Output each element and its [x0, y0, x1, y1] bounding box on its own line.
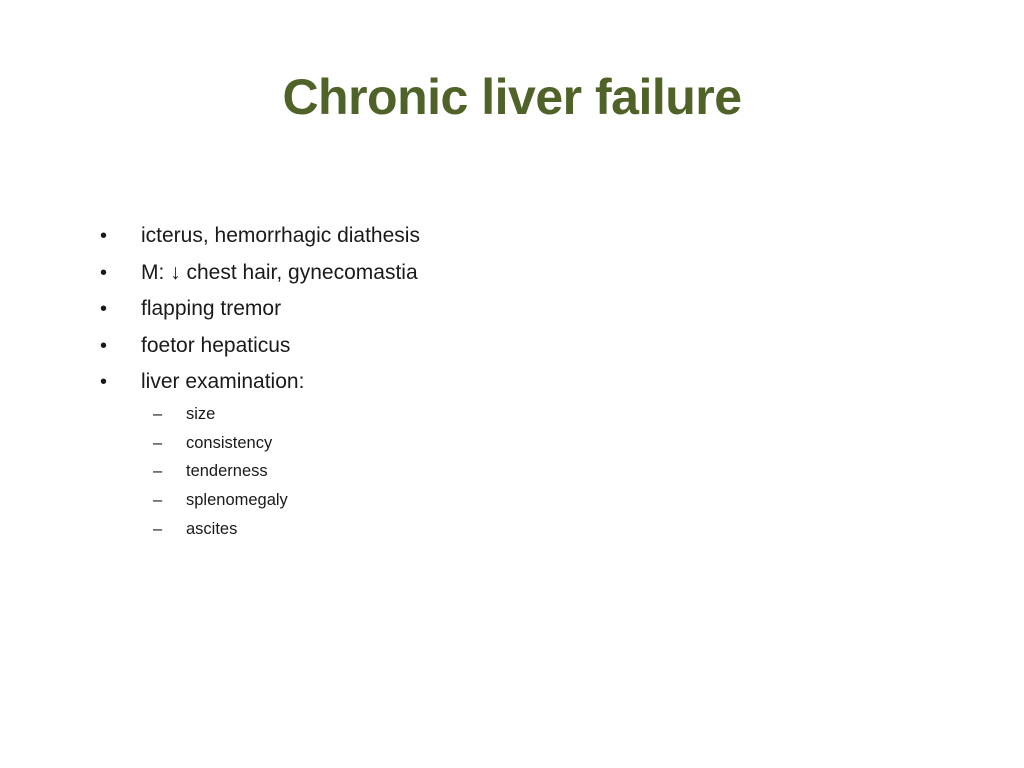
sub-bullet-text: consistency — [186, 433, 273, 452]
sub-bullet-item — [153, 515, 853, 544]
bullet-marker: • — [100, 298, 108, 321]
sub-bullet-item — [153, 429, 853, 458]
bullet-text: icterus, hemorrhagic diathesis — [141, 224, 420, 247]
bullet-marker: • — [100, 334, 108, 357]
sub-bullet-item — [153, 486, 853, 515]
bullet-list — [100, 218, 900, 401]
dash-marker: – — [153, 491, 163, 510]
bullet-text: liver examination: — [141, 370, 305, 394]
bullet-marker: • — [100, 261, 108, 284]
sub-bullet-text: size — [186, 405, 216, 423]
bullet-text: M: ↓ chest hair, gynecomastia — [141, 260, 418, 284]
sub-bullet-text: ascites — [186, 519, 238, 538]
bullet-item — [100, 328, 900, 365]
bullet-item — [100, 255, 900, 292]
dash-marker: – — [153, 405, 163, 423]
slide-title: Chronic liver failure — [282, 69, 742, 125]
sub-bullet-text: splenomegaly — [186, 491, 288, 510]
dash-marker: – — [153, 519, 163, 538]
dash-marker: – — [153, 433, 163, 452]
bullet-item — [100, 218, 900, 255]
bullet-text: foetor hepaticus — [141, 333, 291, 357]
bullet-item — [100, 364, 900, 401]
sub-bullet-text: tenderness — [186, 462, 268, 481]
bullet-item — [100, 291, 900, 328]
dash-marker: – — [153, 462, 163, 481]
sub-bullet-item — [153, 457, 853, 486]
sub-bullet-item — [153, 400, 853, 429]
sub-bullet-list — [153, 400, 853, 543]
bullet-marker: • — [100, 225, 108, 247]
bullet-marker: • — [100, 371, 108, 394]
bullet-text: flapping tremor — [141, 297, 282, 321]
